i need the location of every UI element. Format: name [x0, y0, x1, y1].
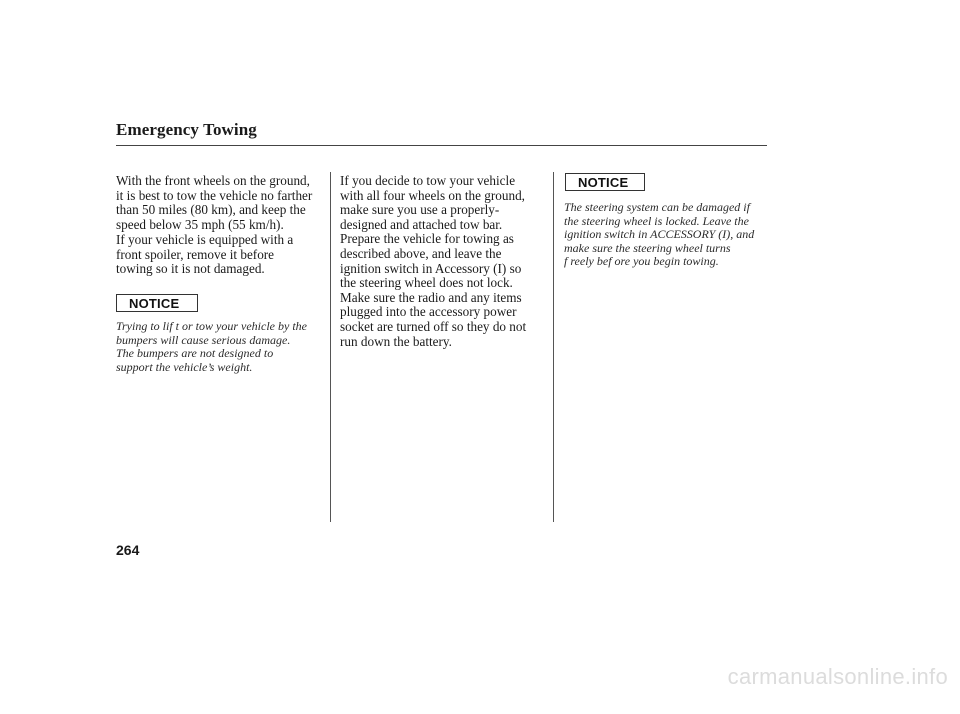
notice-label: NOTICE	[578, 174, 629, 190]
paragraph-tow-distance: With the front wheels on the ground, it is best to tow the vehicle no farther than 50 miles (80 km), and keep the speed below 35 mph (55 km/h).	[116, 173, 313, 232]
title-rule	[116, 145, 767, 146]
notice-badge-bumpers	[116, 294, 198, 312]
notice-text-bumpers: Trying to lif t or tow your vehicle by the bumpers will cause serious damage. The bumpers are not designed to support the vehicle’s weight.	[116, 319, 307, 374]
notice-label: NOTICE	[129, 295, 180, 311]
section-title: Emergency Towing	[116, 120, 257, 139]
notice-badge-steering	[565, 173, 645, 191]
notice-text-steering: The steering system can be damaged if the steering wheel is locked. Leave the ignition switch in ACCESSORY (I), and make sure the steering wheel turns f reely bef ore you begin towing.	[564, 200, 755, 269]
column-divider-right	[553, 172, 554, 522]
page-number: 264	[116, 542, 140, 558]
paragraph-four-wheels-towing: If you decide to tow your vehicle with all four wheels on the ground, make sure you use a properly- designed and attached tow bar. Prepare the vehicle for towing as described above, and leave the ignition switch in Accessory (I) so the steering wheel does not lock. Make sure the radio and any items plugged into the accessory power socket are turned off so they do not run down the battery.	[340, 173, 527, 349]
watermark: carmanualsonline.info	[727, 664, 948, 689]
column-divider-left	[330, 172, 331, 522]
paragraph-front-spoiler: If your vehicle is equipped with a front spoiler, remove it before towing so it is not damaged.	[116, 232, 294, 277]
